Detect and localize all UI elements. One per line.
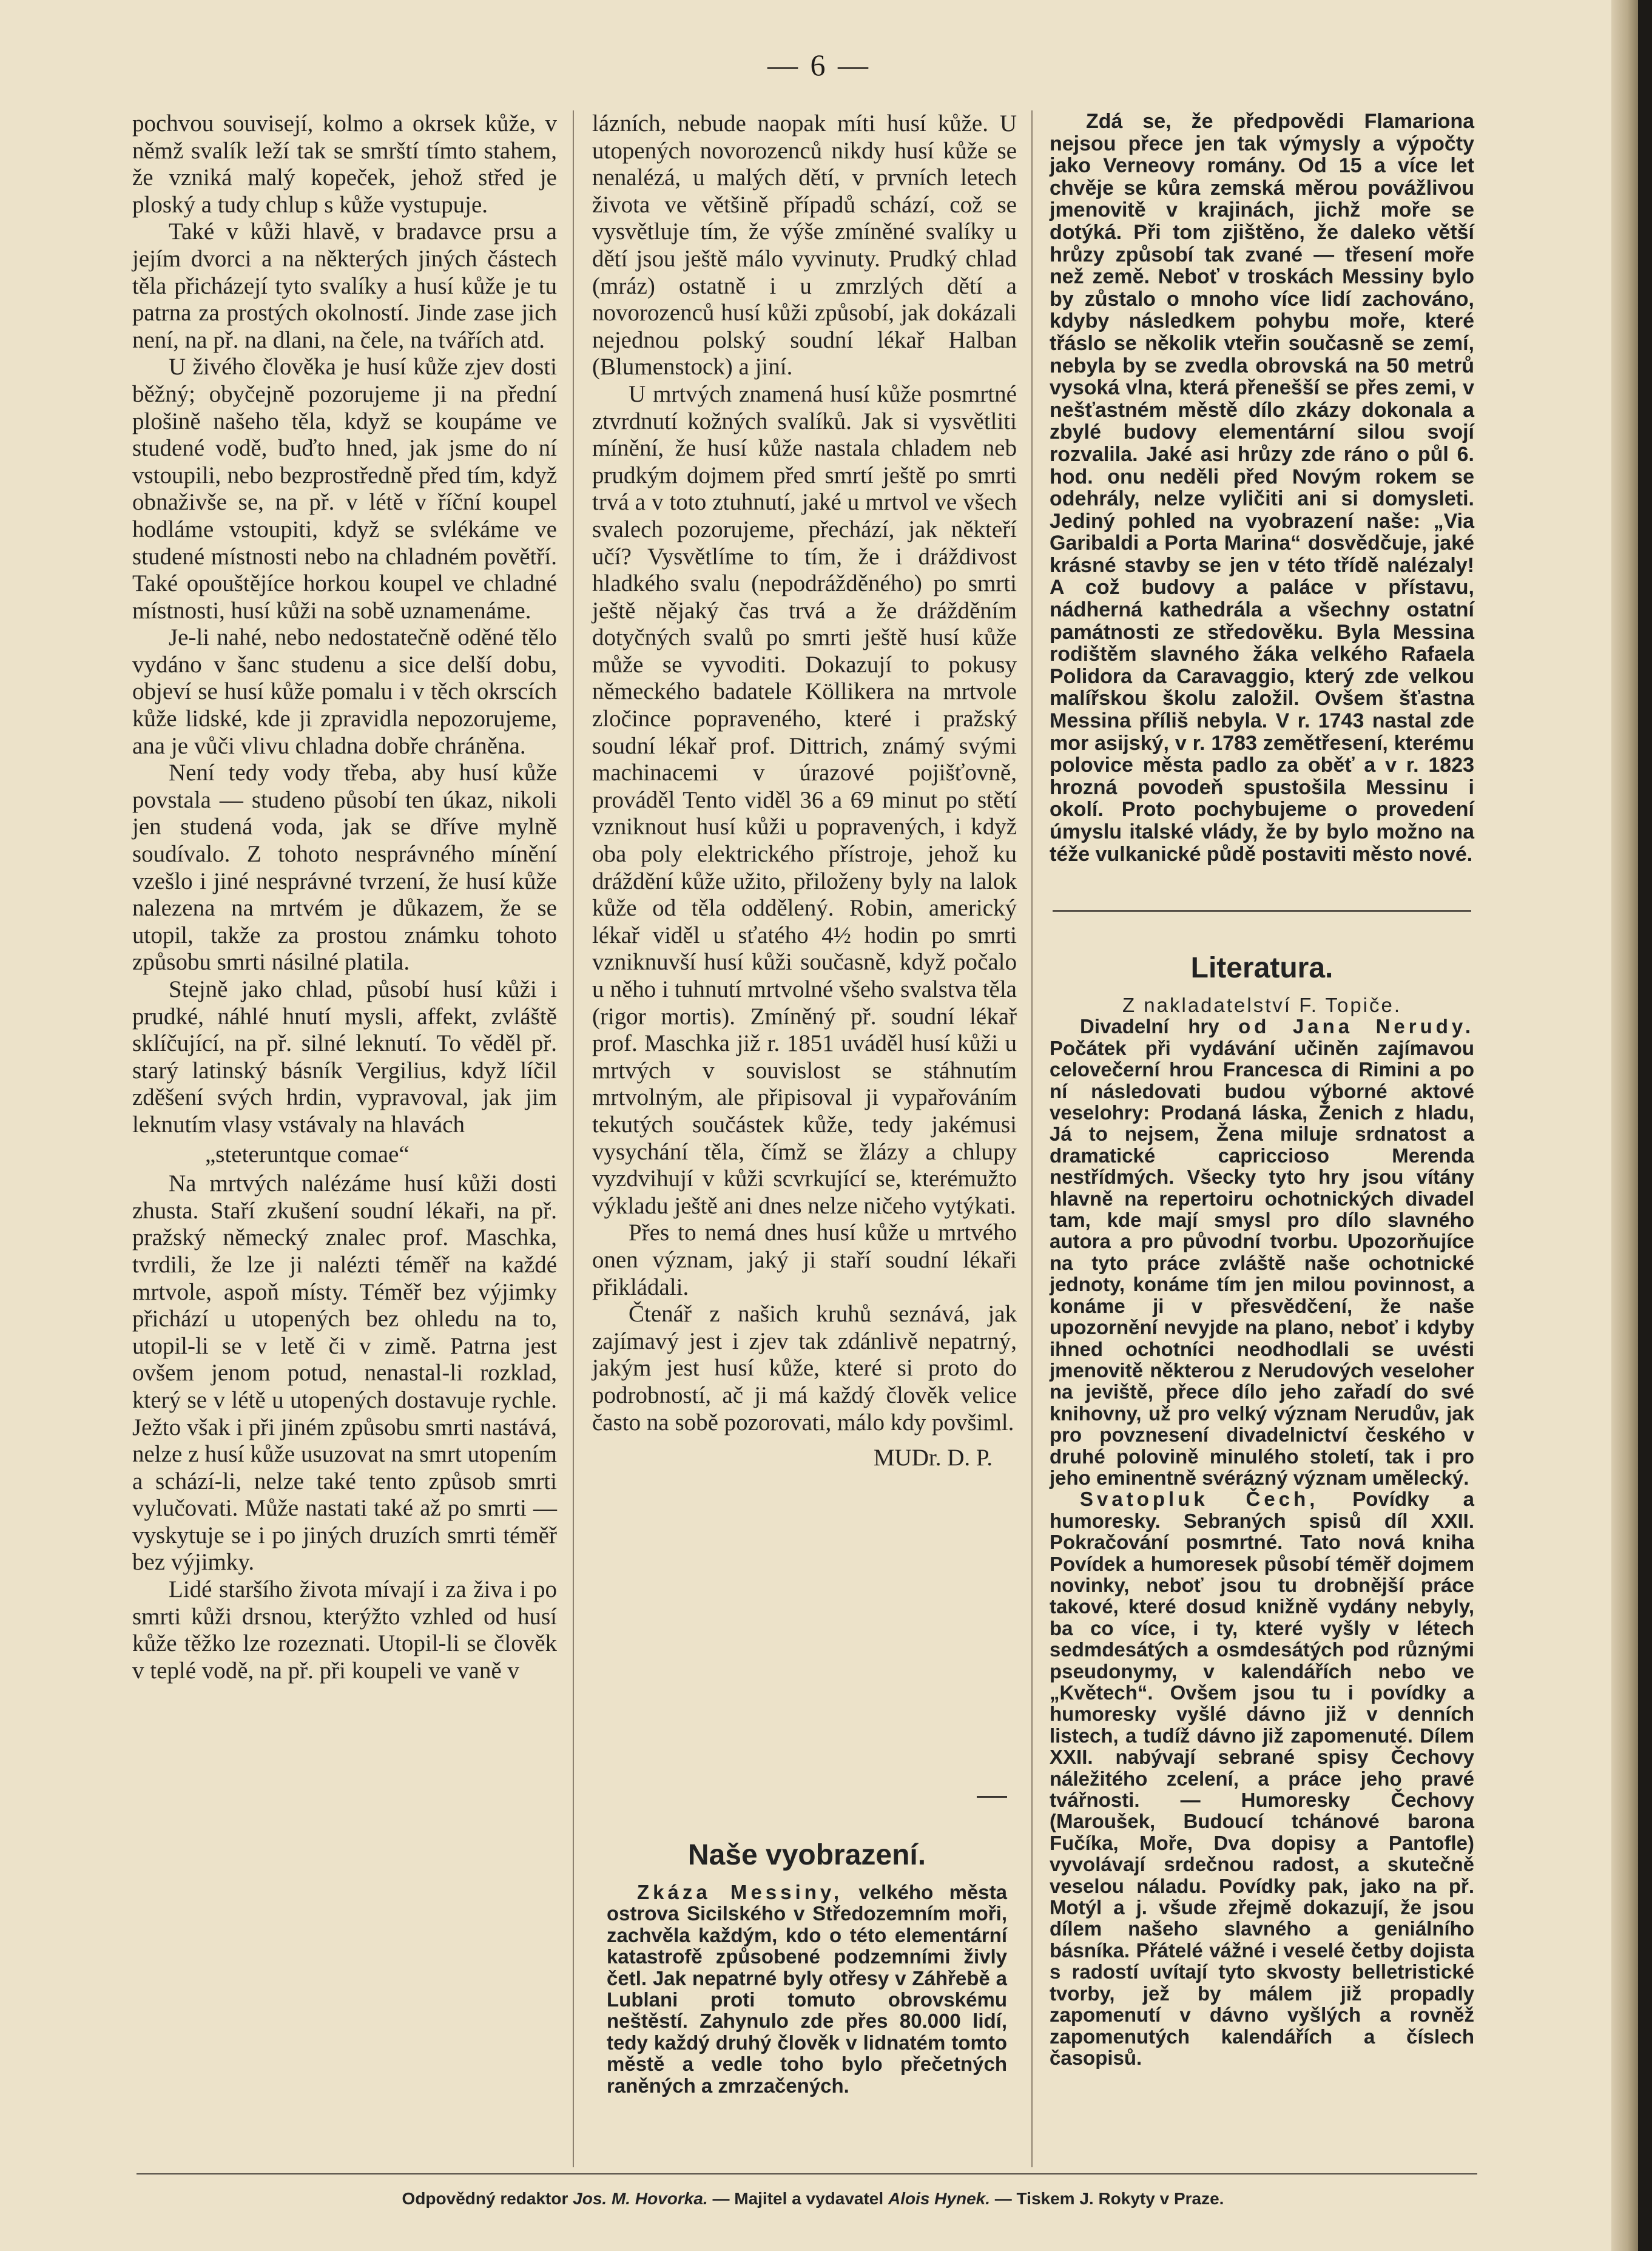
section-text: velkého města ostrova Sicilského v Středozemním moři, zachvěla každým, kdo o této elementární katastrofě způsobené podzemními živly četl. Jak nepatrné byly otřesy v Záhřebě a Lublani proti tomuto obrovskému neštěstí. Zahynulo zde přes 80.000 lidí, tedy každý druhý člověk v lidnatém tomto městě a vedle toho bylo přečetných raněných a zmrzačených. (607, 1881, 1007, 2097)
end-rule (977, 1796, 1007, 1798)
section-title: Naše vyobrazení. (687, 1839, 926, 1871)
section-nase-vyobrazeni (607, 1838, 1007, 2096)
binding-edge (1611, 0, 1638, 2251)
lead-phrase: Zkáza Messiny, (637, 1881, 843, 1903)
column-1 (132, 110, 557, 1684)
section-divider (1053, 910, 1471, 914)
review-text: Sebraných spisů díl XXII. Pokračování posmrtné. Tato nová kniha Povídek a humoresek působí téměř dojmem novinky, neboť jsou tu drobnější práce takové, které dosud knižně vydány nebyly, ba co více, i ty, které vyšly v létech sedmdesátých a osmdesátých pod různými pseudonymy, v kalendářích nebo ve „Květech“. Ovšem jsou tu i povídky a humoresky vyšlé dávno již v denních listech, a tudíž dávno již zapomenuté. Dílem XXII. nabývají sebrané spisy Čechovy náležitého zcelení, a práce jeho pravé tvářnosti. — Humoresky Čechovy (Maroušek, Budoucí tchánové barona Fučíka, Moře, Dva dopisy a Pantofle) vyvolávají srdečnou radost, a skutečně veselou náladu. Povídky pak, jako na př. Motýl a j. všude zřejmě dokazují, že jsou dílem našeho slavného a geniálního básníka. Přátelé vážné i veselé četby dojista s radostí uvítají tyto skvosty belletristické tvorby, jež by málem již propadly zapomenutí v dávno vyšlých a rovněž zapomenutých kalendářích a číslech časopisů. (1050, 1509, 1474, 2069)
section-literatura (1050, 951, 1474, 2068)
book-author: Svatopluk Čech, (1080, 1488, 1319, 1511)
page-number: — 6 — (767, 48, 871, 82)
column-divider (573, 110, 574, 2167)
paragraph: Na mrtvých nalézáme husí kůži dosti zhusta. Staří zkušení soudní lékaři, na př. pražský německý znalec prof. Maschka, tvrdili, že lze ji nalézti téměř na každé mrtvole, aspoň místy. Téměř bez výjimky přichází u utopených bez ohledu na to, utopil-li se v letě či v zimě. Patrna jest ovšem jenom potud, nenastal-li rozklad, který se v létě u utopených dostavuje rychle. Ježto však i při jiném způsobu smrti nastává, nelze z husí kůže usuzovat na smrt utopením a schází-li, nelze také tento způsob smrti vylučovati. Může nastati také až po smrti — vyskytuje se i po jiných druzích smrti téměř bez výjimky. (132, 1170, 557, 1576)
paragraph: Přes to nemá dnes husí kůže u mrtvého onen význam, jaký ji staří soudní lékaři přikládali. (592, 1220, 1017, 1300)
book-title: Povídky a humoresky. (1050, 1488, 1474, 1532)
printer: — Tiskem J. Rokyty v Praze. (994, 2189, 1224, 2208)
section-title: Literatura. (1190, 952, 1333, 984)
paragraph: lázních, nebude naopak míti husí kůže. U utopených novorozenců nikdy husí kůže se nenalézá, u malých dětí, v prvních letech života ve většině případů schází, což se vysvětluje tím, že výše zmíněné svalíky u dětí jsou ještě málo vyvinuty. Prudký chlad (mráz) ostatně i u zmrzlých dětí a novorozenců husí kůži způsobí, jak dokázali nejednou polský soudní lékař Halban (Blumenstock) a jiní. (592, 110, 1017, 380)
footer-rule (137, 2173, 1477, 2178)
paragraph: U mrtvých znamená husí kůže posmrtné ztvrdnutí kožných svalíků. Jak si vysvětliti mínění, že husí kůže nastala chladem neb prudkým dojmem před smrtí ještě po smrti trvá a v toto ztuhnutí, jaké u mrtvol ve všech svalech pozorujeme, přechází, jak někteří učí? Vysvětlíme to tím, že i dráždivost hladkého svalu (nepodrážděného) po smrti ještě nějaký čas trvá a že drážděním dotyčných svalů po smrti ještě husí kůže může se vyvoditi. Dokazují to pokusy německého badatele Köllikera na mrtvole zločince popraveného, které i pražský soudní lékař prof. Dittrich, známý svými machinacemi v úrazové pojišťovně, prováděl Tento viděl 36 a 69 minut po stětí vzniknout husí kůži u popravených, i když oba poly elektrického přístroje, jehož ku dráždění kůže užito, přiloženy byly na lalok kůže od těla oddělený. Robin, americký lékař viděl u sťatého 4½ hodin po smrti vzniknuvší husí kůži současně, když počalo u něho i tuhnutí mrtvolné všeho svalstva těla (rigor mortis). Zmíněný př. soudní lékař prof. Maschka již r. 1851 uváděl husí kůži u mrtvých v souvislost se stáhnutím mrtvolným, ale připisoval ji vypařováním tekutých součástek kůže, tedy jakémusi vysychání těla, čímž se žlázy a chlupy vyzdvihují v kůži scvrkující se, kterémužto výkladu ještě ani dnes nelze ničeho vytýkati. (592, 380, 1017, 1219)
publisher: Z nakladatelství F. Topiče. (1122, 994, 1402, 1016)
review-text: Počátek při vydávání učiněn zajímavou celovečerní hrou Francesca di Rimini a po ní následovati budou výborné aktové veselohry: Prodaná láska, Ženich z hladu, Já to nejsem, Žena miluje srdnatost a dramatické capriccioso Merenda nestřídmých. Všecky tyto hry jsou vítány hlavně na repertoiru ochotnických divadel tam, kde mají smysl pro dílo slavného autora a pro původní tvorbu. Upozorňujíce na tyto práce zvláště naše ochotnické jednoty, konáme tím jen milou povinnost, a konáme ji v přesvědčení, že naše upozornění nevyjde na plano, neboť i kdyby ihned ochotníci neodhodlali se uvésti jmenovitě některou z Nerudových veseloher na jeviště, přece dílo jeho zařadí do své knihovny, už pro velký význam Nerudův, jak pro povznesení divadelnictví českého v druhé polovině minulého století, tak i pro jeho eminentně svérázný význam umělecký. (1050, 1036, 1474, 1489)
paragraph: Lidé staršího života mívají i za živa i po smrti kůži drsnou, kterýžto vzhled od husí kůže těžko lze rozeznati. Utopil-li se člověk v teplé vodě, na př. při koupeli ve vaně v (132, 1576, 557, 1684)
column-2 (592, 110, 1017, 1472)
paragraph: Čtenář z našich kruhů seznává, jak zajímavý jest i zjev tak zdánlivě nepatrný, jakým jest husí kůže, které si proto do podrobností, ač ji má každý člověk velice často na sobě pozorovati, málo kdy povšiml. (592, 1301, 1017, 1436)
paragraph: Zdá se, že předpovědi Flamariona nejsou přece jen tak výmysly a výpočty jako Verneovy romány. Od 15 a více let chvěje se kůra zemská měrou povážlivou jmenovitě v krajinách, jichž moře se dotýká. Při tom zjištěno, že daleko větší hrůzy způsobí tak zvané — třesení moře než země. Neboť v troskách Messiny bylo by zůstalo o mnoho více lidí zachováno, kdyby následkem pohybu moře, které třáslo se několik vteřin současně se zemí, nebyla by se zvedla obrovská na 50 metrů vysoká vlna, která přenešší se přes zemi, v nešťastném městě dílo zkázy dokonala a zbylé budovy elementární silou svojí rozvalila. Jaké asi hrůzy zde ráno o půl 6. hod. onu neděli před Novým rokem se odehrály, nelze vyličiti ani si domysleti. Jediný pohled na vyobrazení naše: „Via Garibaldi a Porta Marina“ dosvědčuje, jaké krásné stavby se jen v této třídě nalézaly! A což budovy a paláce v přístavu, nádherná kathedrála a všechny ostatní památnosti ze středověku. Byla Messina rodištěm slavného žáka velkého Rafaela Polidora da Caravaggio, který zde velkou malířskou školu založil. Ovšem šťastna Messina příliš nebyla. V r. 1743 nastal zde mor asijský, v r. 1783 zemětřesení, kterému polovice města padlo za oběť a v r. 1823 hrozná povodeň spustošila Messinu i okolí. Proto pochybujeme o provedení úmyslu italské vlády, že by bylo možno na téže vulkanické půdě postaviti město nové. (1050, 110, 1474, 866)
book-title: Divadelní hry (1080, 1015, 1219, 1038)
column-3 (1050, 110, 1474, 865)
book-author: od Jana Nerudy. (1238, 1015, 1474, 1038)
owner-name: Alois Hynek. (888, 2189, 990, 2208)
paragraph: pochvou souvisejí, kolmo a okrsek kůže, v němž svalík leží tak se smrští tímto stahem, že vzniká malý kopeček, jehož střed je ploský a tudy chlup s kůže vystupuje. (132, 110, 557, 218)
paragraph: Také v kůži hlavě, v bradavce prsu a jejím dvorci a na některých jiných částech těla přicházejí tyto svalíky a husí kůže je tu patrna za prostých okolností. Jinde zase jich není, na př. na dlani, na čele, na tvářích atd. (132, 218, 557, 353)
paragraph: Je-li nahé, nebo nedostatečně oděné tělo vydáno v šanc studenu a sice delší dobu, objeví se husí kůže pomalu i v těch okrscích kůže lidské, kde ji zpravidla nepozorujeme, ana je vůči vlivu chladna dobře chráněna. (132, 624, 557, 759)
imprint-footer (146, 2189, 1480, 2209)
latin-quote: „steteruntque comae“ (205, 1141, 410, 1167)
paragraph: U živého člověka je husí kůže zjev dosti běžný; obyčejně pozorujeme ji na přední plošině našeho těla, když se koupáme ve studené vodě, buďto hned, jak jsme do ní vstoupili, nebo bezprostředně před tím, když obnaživše se, na př. v létě v říční koupel hodláme vstoupiti, když se svlékáme ve studené místnosti nebo na chladném povětří. Také opouštějíce horkou koupel ve chladné místnosti, husí kůži na sobě uznamenáme. (132, 354, 557, 624)
editor-name: Jos. M. Hovorka. (573, 2189, 708, 2208)
author-signature: MUDr. D. P. (873, 1445, 993, 1471)
editor-label: Odpovědný redaktor (402, 2189, 568, 2208)
column-divider (1031, 110, 1033, 2167)
owner-label: — Majitel a vydavatel (712, 2189, 884, 2208)
paragraph: Není tedy vody třeba, aby husí kůže povstala — studeno působí ten úkaz, nikoli jen studená voda, jak se dříve mylně soudívalo. Z tohoto nesprávného mínění vzešlo i jiné nesprávné tvrzení, že husí kůže nalezena na mrtvém je důkazem, že se utopil, takže za prostou známku tohoto způsobu smrti násilné platila. (132, 760, 557, 976)
paragraph: Stejně jako chlad, působí husí kůži i prudké, náhlé hnutí mysli, affekt, zvláště sklíčující, na př. silné leknutí. To věděl př. starý latinský básník Vergilius, když líčil zděšení svých hrdin, vypravoval, jak jim leknutím vlasy vstávaly na hlavách (132, 976, 557, 1138)
